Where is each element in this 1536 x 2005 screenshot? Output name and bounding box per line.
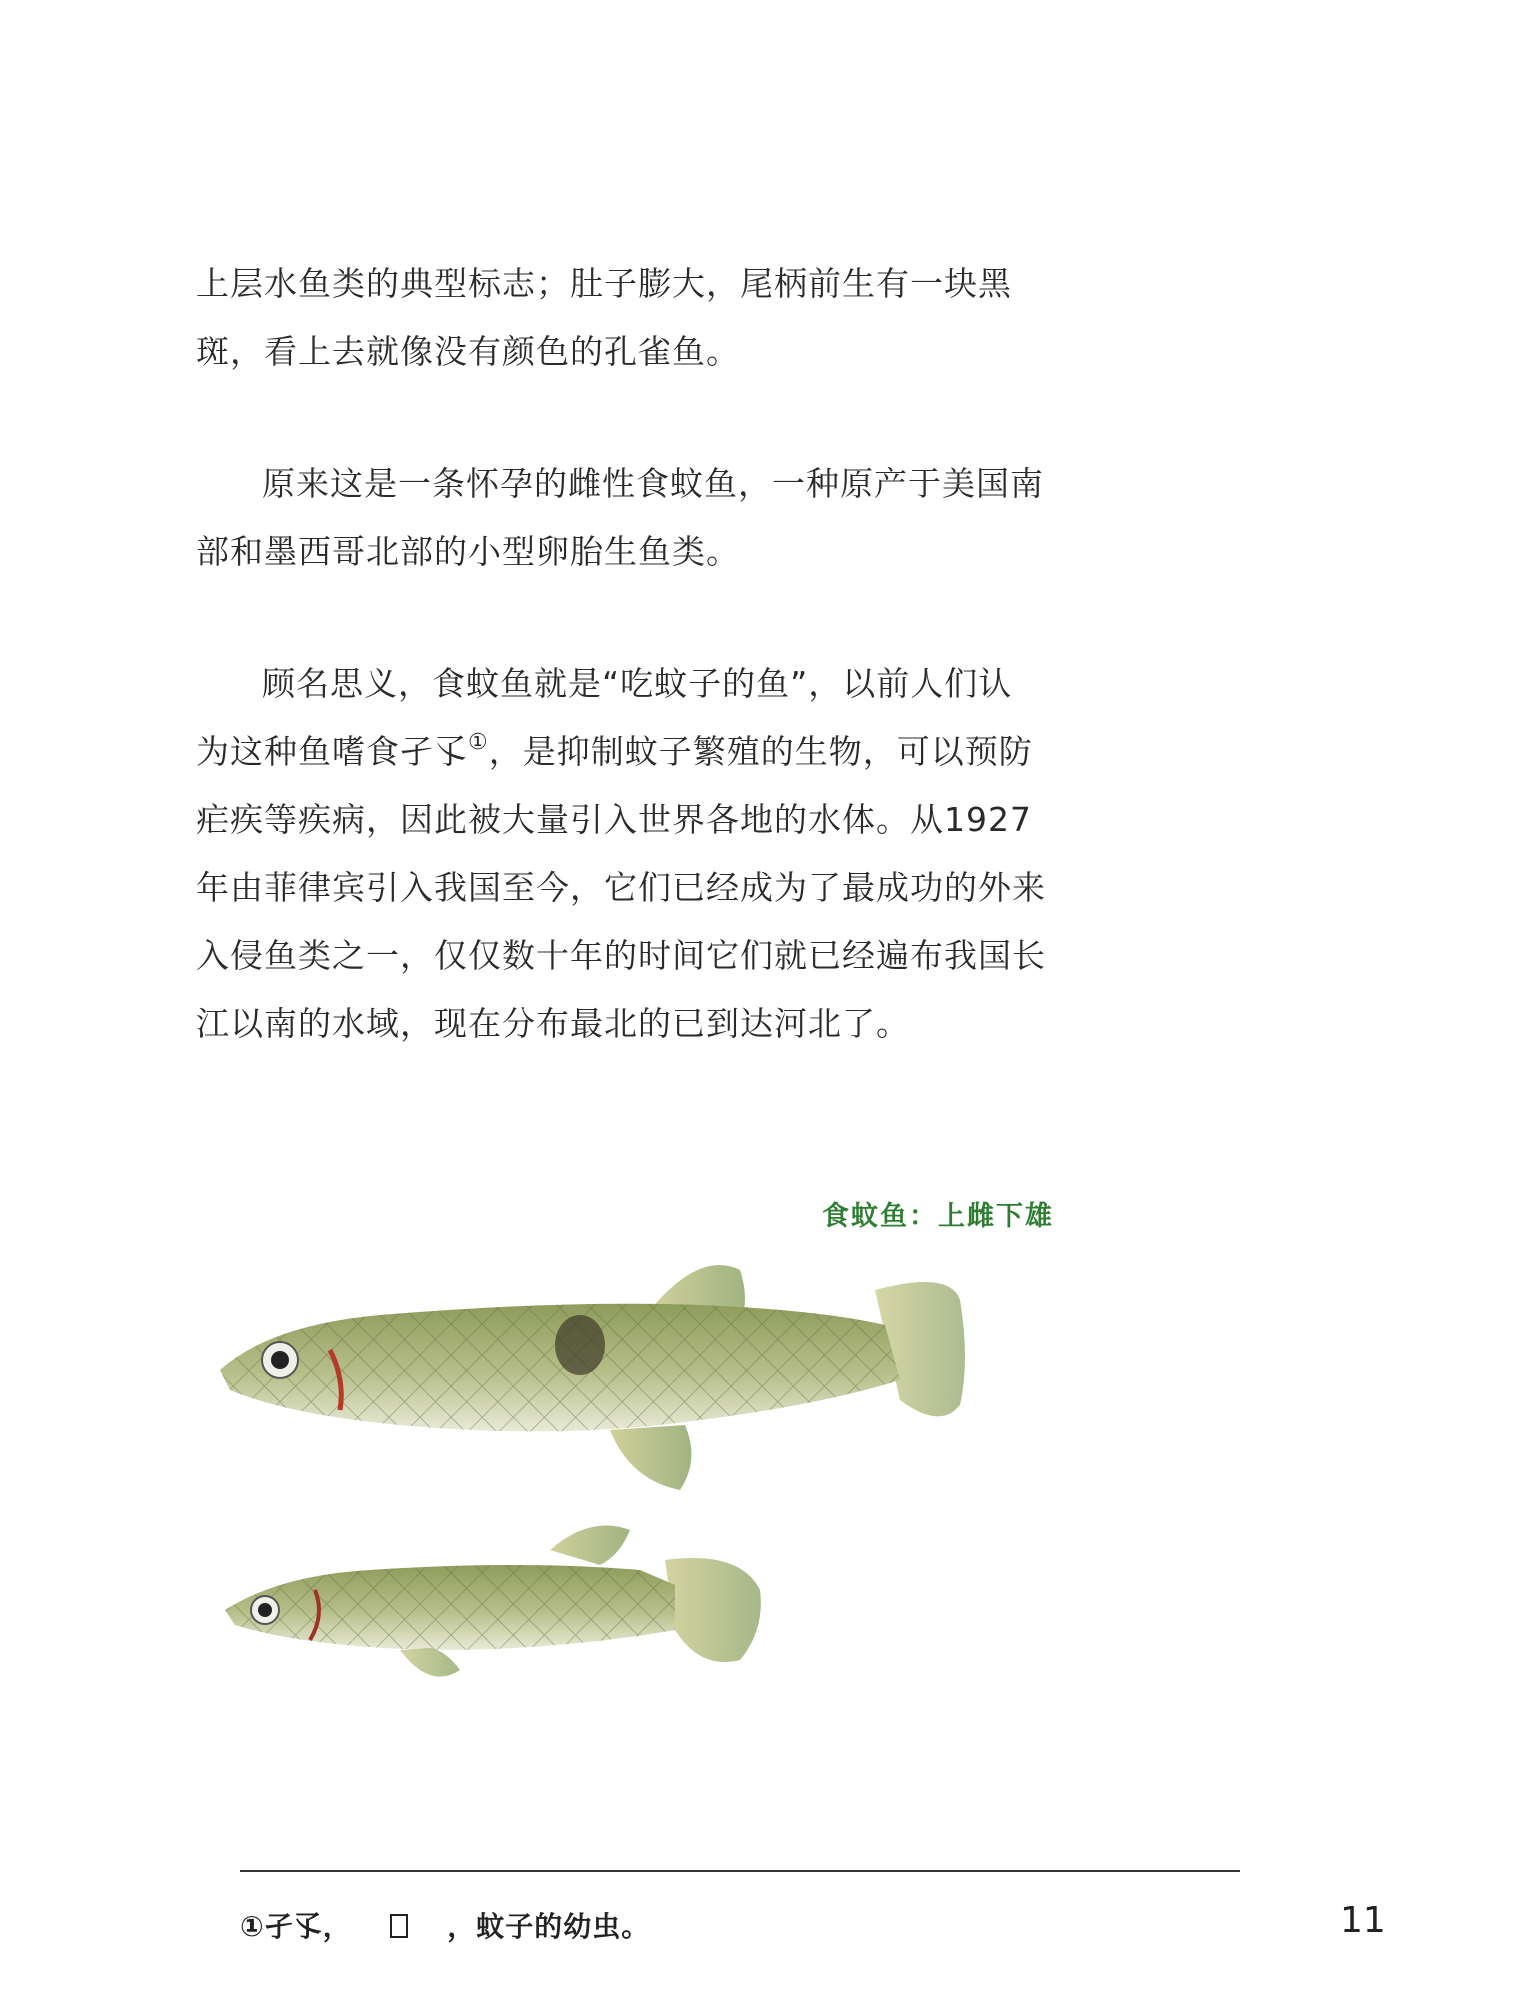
mosquitofish-illustration bbox=[140, 1230, 1040, 1890]
paragraph-1-text: 上层水鱼类的典型标志；肚子膨大，尾柄前生有一块黑斑，看上去就像没有颜色的孔雀鱼。 bbox=[196, 264, 1012, 371]
paragraph-2 bbox=[196, 450, 1046, 586]
footnote-term: ①孑孓， bbox=[240, 1910, 352, 1943]
footnote-divider bbox=[240, 1870, 1240, 1872]
footnote-ref[interactable]: ① bbox=[468, 730, 489, 755]
paragraph-1 bbox=[196, 250, 1046, 386]
footnote-text: ，蚊子的幼虫。 bbox=[447, 1910, 651, 1943]
figure-caption: 食蚊鱼：上雌下雄 bbox=[822, 1201, 1054, 1232]
female-fish-icon bbox=[220, 1265, 965, 1490]
missing-glyph-box bbox=[390, 1914, 408, 1938]
page-number: 11 bbox=[1340, 1900, 1386, 1941]
paragraph-3 bbox=[196, 650, 1046, 1058]
paragraph-3-text-b: ，是抑制蚊子繁殖的生物，可以预防疟疾等疾病，因此被大量引入世界各地的水体。从1927 年由菲律宾引入我国至今，它们已经成为了最成功的外来入侵鱼类之一，仅仅数十年的时间它们就已经遍布我国长江以南的水域，现在分布最北的已到达河北了。 bbox=[196, 732, 1046, 1043]
male-fish-icon bbox=[225, 1526, 761, 1677]
footnote bbox=[240, 1905, 650, 1945]
paragraph-3-text-a: 顾名思义，食蚊鱼就是“吃蚊子的鱼”，以前人们认为这种鱼嗜食孑孓 bbox=[196, 664, 1013, 771]
paragraph-2-text: 原来这是一条怀孕的雌性食蚊鱼，一种原产于美国南部和墨西哥北部的小型卵胎生鱼类。 bbox=[196, 464, 1044, 571]
